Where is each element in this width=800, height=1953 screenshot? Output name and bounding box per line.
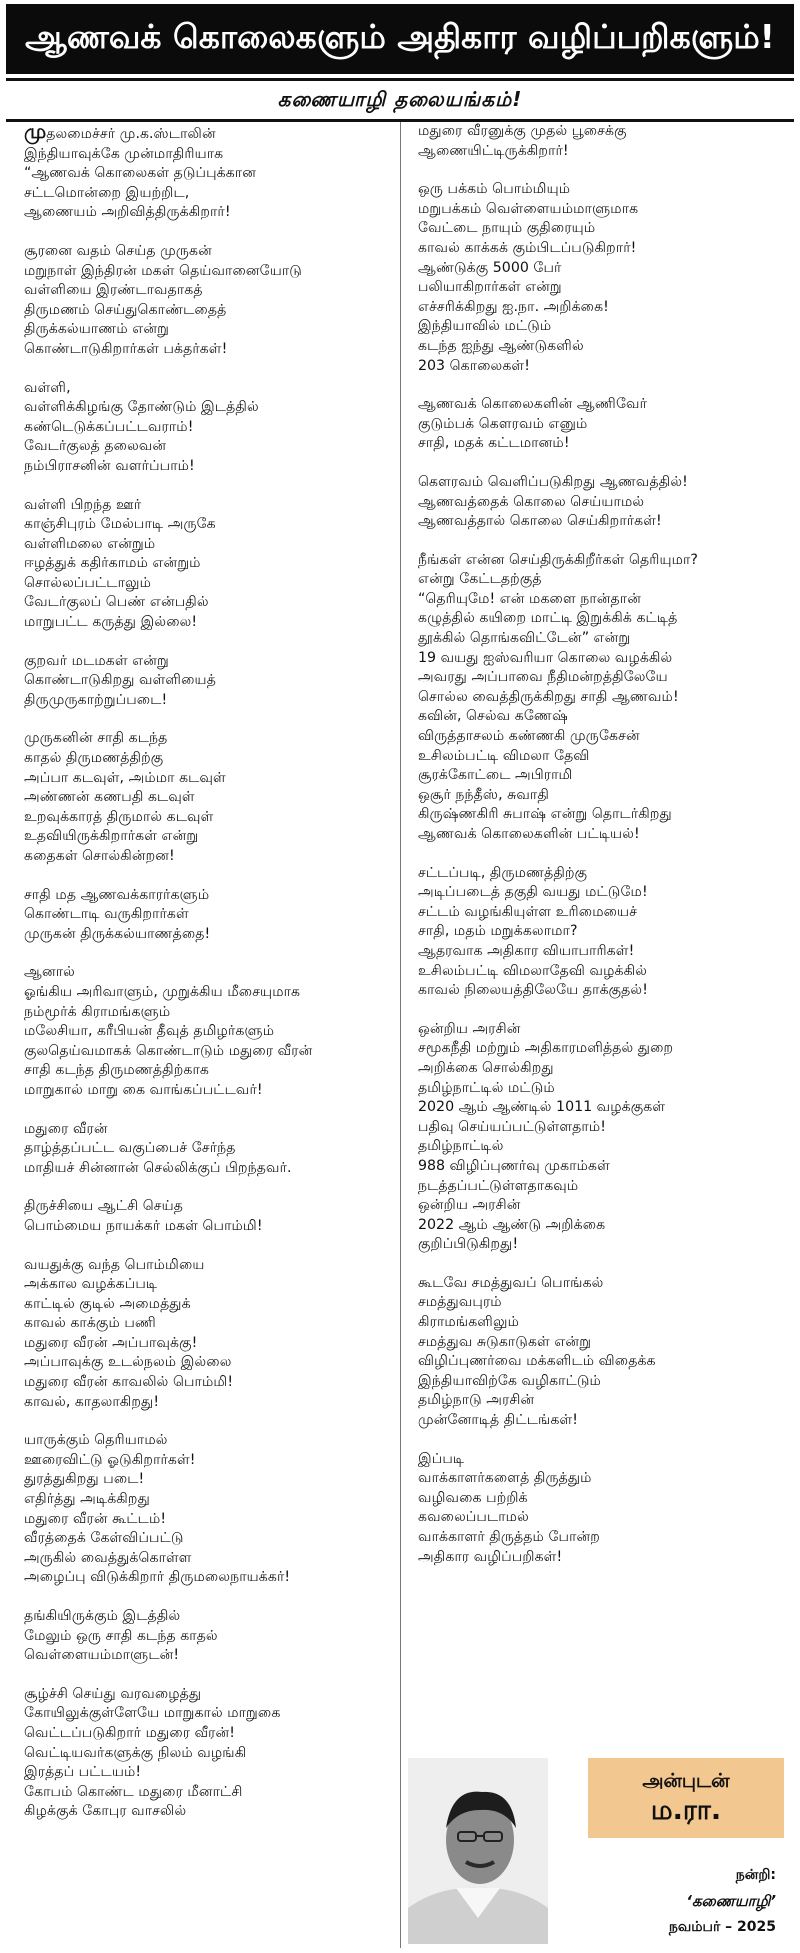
poem-line: அப்பாவுக்கு உடல்நலம் இல்லை [24, 1354, 232, 1371]
poem-line: வயதுக்கு வந்த பொம்மியை [24, 1256, 205, 1273]
poem-line: கண்டெடுக்கப்பட்டவராம்! [24, 418, 194, 435]
poem-line: உறவுக்காரத் திருமால் கடவுள் [24, 808, 214, 825]
poem-line: ஒரு பக்கம் பொம்மியும் [418, 181, 571, 198]
credit-source: ‘கணையாழி’ [686, 1892, 776, 1910]
poem-line: மேலும் ஒரு சாதி கடந்த காதல் [24, 1627, 218, 1644]
stanza [418, 395, 784, 454]
poem-line: “தெரியுமே! என் மகளை நான்தான் [418, 590, 641, 607]
stanza [24, 1685, 394, 1822]
poem-line: கவின், செல்வ கணேஷ் [418, 708, 568, 725]
poem-line: வேட்டை நாயும் குதிரையும் [418, 220, 596, 237]
poem-line: உதவியிருக்கிறார்கள் என்று [24, 828, 199, 845]
stanza [24, 1431, 394, 1588]
poem-line-text: தலமைச்சர் மு.க.ஸ்டாலின் [46, 126, 216, 142]
poem-line: சொல்ல வைத்திருக்கிறது சாதி ஆணவம்! [418, 688, 679, 705]
poem-line: திருமுருகாற்றுப்படை! [24, 691, 168, 708]
poem-line: நீங்கள் என்ன செய்திருக்கிறீர்கள் தெரியுமா? [418, 551, 698, 568]
poem-line: நம்பிராசனின் வளர்ப்பாம்! [24, 457, 195, 474]
poem-line: வள்ளிக்கிழங்கு தோண்டும் இடத்தில் [24, 399, 259, 416]
poem-line: ஆதரவாக அதிகார வியாபாரிகள்! [418, 942, 635, 959]
poem-line: விருத்தாசலம் கண்ணகி முருகேசன் [418, 728, 640, 745]
poem-line: ஆணவத்தைக் கொலை செய்யாமல் [418, 493, 645, 510]
poem-line: சூரனை வதம் செய்த முருகன் [24, 242, 212, 259]
poem-line: சாதி மத ஆணவக்காரர்களும் [24, 886, 210, 903]
poem-line: எச்சரிக்கிறது ஐ.நா. அறிக்கை! [418, 298, 609, 315]
poem-line: சூரக்கோட்டை அபிராமி [418, 767, 573, 784]
poem-line: மாறுபட்ட கருத்து இல்லை! [24, 614, 198, 631]
poem-line: குறிப்பிடுகிறது! [418, 1236, 519, 1253]
poem-line: காவல் காக்கக் கும்பிடப்படுகிறார்! [418, 239, 637, 256]
poem-line: கழுத்தில் கயிறை மாட்டி இறுக்கிக் கட்டித் [418, 610, 678, 627]
poem-line: தூக்கில் தொங்கவிட்டேன்” என்று [418, 630, 631, 647]
poem-line: ஈழத்துக் கதிர்காமம் என்றும் [24, 555, 201, 572]
poem-line: கிழக்குக் கோபுர வாசலில் [24, 1803, 187, 1820]
poem-line: கௌரவம் வெளிப்படுகிறது ஆணவத்தில்! [418, 473, 688, 490]
poem-line: கொண்டாடுகிறார்கள் பக்தர்கள்! [24, 340, 228, 357]
poem-line: கடந்த ஐந்து ஆண்டுகளில் [418, 337, 584, 354]
poem-line: அறிக்கை சொல்கிறது [418, 1059, 554, 1076]
poem-line: கோபம் கொண்ட மதுரை மீனாட்சி [24, 1783, 243, 1800]
poem-line: சாதி, மதக் கட்டமானம்! [418, 435, 570, 452]
stanza [24, 1607, 394, 1666]
stanza [24, 963, 394, 1100]
poem-line: அழைப்பு விடுக்கிறார் திருமலைநாயக்கர்! [24, 1569, 291, 1586]
poem-line: மாதியச் சின்னான் செல்லிக்குப் பிறந்தவர். [24, 1159, 292, 1176]
poem-line: என்று கேட்டதற்குத் [418, 571, 542, 588]
poem-line: நம்மூர்க் கிராமங்களும் [24, 1003, 171, 1020]
poem-line: ஆணவக் கொலைகளின் பட்டியல்! [418, 826, 640, 842]
poem-line: ஊரைவிட்டு ஓடுகிறார்கள்! [24, 1451, 196, 1468]
poem-line: கோயிலுக்குள்ளேயே மாறுகால் மாறுகை [24, 1705, 281, 1722]
right-column [418, 122, 784, 1586]
drop-cap: மு [24, 119, 47, 143]
poem-line: இந்தியாவுக்கே முன்மாதிரியாக [24, 145, 224, 162]
poem-line: திருமணம் செய்துகொண்டதைத் [24, 301, 227, 318]
stanza [24, 242, 394, 360]
poem-line: சட்டப்படி, திருமணத்திற்கு [418, 864, 588, 881]
poem-line: தங்கியிருக்கும் இடத்தில் [24, 1608, 181, 1624]
poem-line: தாழ்த்தப்பட்ட வகுப்பைச் சேர்ந்த [24, 1140, 236, 1157]
subhead-bar [6, 78, 794, 122]
poem-line: இரத்தப் பட்டயம்! [24, 1764, 142, 1781]
signature-name: ம.ரா. [650, 1795, 722, 1826]
poem-line: 203 கொலைகள்! [418, 357, 530, 374]
poem-line: உசிலம்பட்டி விமலாதேவி வழக்கில் [418, 962, 648, 979]
poem-line: வாக்காளர் திருத்தம் போன்ற [418, 1529, 600, 1545]
poem-line: ஒன்றிய அரசின் [418, 1020, 521, 1037]
stanza [418, 473, 784, 532]
poem-line: அவரது அப்பாவை நீதிமன்றத்திலேயே [418, 669, 668, 686]
poem-line: தமிழ்நாடு அரசின் [418, 1392, 535, 1409]
poem-line: வாக்காளர்களைத் திருத்தும் [418, 1470, 592, 1487]
poem-line: இப்படி [418, 1450, 465, 1467]
poem-line: 2020 ஆம் ஆண்டில் 1011 வழக்குகள் [418, 1099, 666, 1116]
poem-line: சமத்துவபுரம் [418, 1294, 502, 1311]
poem-line: காவல் காக்கும் பணி [24, 1315, 157, 1332]
poem-line: மறுநாள் இந்திரன் மகள் தெய்வானையோடு [24, 262, 302, 279]
poem-line: வள்ளியை இரண்டாவதாகத் [24, 282, 203, 299]
subhead: கணையாழி தலையங்கம்! [277, 86, 523, 111]
poem-line: தமிழ்நாட்டில் [418, 1138, 504, 1155]
poem-line: முருகன் திருக்கல்யாணத்தை! [24, 925, 211, 942]
poem-line: எதிர்த்து அடிக்கிறது [24, 1491, 150, 1508]
stanza [418, 551, 784, 845]
poem-line: இந்தியாவிற்கே வழிகாட்டும் [418, 1372, 601, 1389]
headline-text: ஆணவக் கொலைகளும் அதிகார வழிப்பறிகளும்! [25, 17, 775, 56]
signature-block [408, 1750, 794, 1948]
poem-line [24, 119, 394, 145]
poem-line: பொம்மைய நாயக்கர் மகள் பொம்மி! [24, 1217, 263, 1234]
poem-line: வள்ளி பிறந்த ஊர் [24, 496, 142, 513]
poem-line: திருக்கல்யாணம் என்று [24, 321, 169, 338]
poem-line: குறவர் மடமகள் என்று [24, 652, 169, 669]
poem-line: குடும்பக் கௌரவம் எனும் [418, 415, 588, 432]
headline [6, 4, 794, 74]
poem-line: வழிவகை பற்றிக் [418, 1489, 528, 1506]
poem-line: ஆணையிட்டிருக்கிறார்! [418, 142, 569, 159]
poem-line: 19 வயது ஐஸ்வரியா கொலை வழக்கில் [418, 649, 673, 666]
poem-line: யாருக்கும் தெரியாமல் [24, 1432, 168, 1449]
poem-line: காவல் நிலையத்திலேயே தாக்குதல்! [418, 982, 648, 999]
poem-line: கிராமங்களிலும் [418, 1314, 520, 1331]
poem-line: விழிப்புணர்வை மக்களிடம் விதைக்க [418, 1353, 656, 1370]
poem-line: ஒசூர் நந்தீஸ், சுவாதி [418, 786, 549, 803]
poem-line: திருச்சியை ஆட்சி செய்த [24, 1198, 183, 1215]
poem-line: ஒன்றிய அரசின் [418, 1197, 521, 1214]
poem-line: துரத்துகிறது படை! [24, 1471, 145, 1488]
poem-line: மதுரை வீரன் [24, 1120, 108, 1137]
poem-line: சமூகநீதி மற்றும் அதிகாரமளித்தல் துறை [418, 1040, 674, 1057]
author-photo [408, 1758, 548, 1944]
poem-line: வெள்ளையம்மாளுடன்! [24, 1647, 180, 1664]
poem-line: வெட்டப்படுகிறார் மதுரை வீரன்! [24, 1724, 235, 1741]
poem-line: கவலைப்படாமல் [418, 1509, 529, 1526]
poem-line: அதிகார வழிப்பறிகள்! [418, 1548, 563, 1565]
poem-line: சொல்லப்பட்டாலும் [24, 574, 152, 591]
stanza [24, 729, 394, 866]
poem-line: சாதி கடந்த திருமணத்திற்காக [24, 1062, 209, 1079]
poem-line: ஆண்டுக்கு 5000 பேர் [418, 259, 562, 276]
signature-greeting: அன்புடன் [642, 1770, 730, 1792]
poem-line: அப்பா கடவுள், அம்மா கடவுள் [24, 769, 226, 786]
poem-line: வேடர்குலத் தலைவன் [24, 438, 167, 455]
poem-line: வெட்டியவர்களுக்கு நிலம் வழங்கி [24, 1744, 247, 1761]
stanza [24, 379, 394, 477]
poem-line: பலியாகிறார்கள் என்று [418, 279, 562, 296]
stanza [418, 1274, 784, 1431]
stanza [24, 1120, 394, 1179]
poem-line: அருகில் வைத்துக்கொள்ள [24, 1549, 192, 1566]
poem-line: ஆணவக் கொலைகளின் ஆணிவேர் [418, 396, 648, 413]
poem-line: ஆணையம் அறிவித்திருக்கிறார்! [24, 204, 231, 221]
poem-line: மதுரை வீரன் கூட்டம்! [24, 1510, 167, 1527]
poem-line: உசிலம்பட்டி விமலா தேவி [418, 747, 590, 764]
column-divider [400, 122, 401, 1948]
poem-line: சட்டமொன்றை இயற்றிட, [24, 184, 190, 201]
poem-line: குலதெய்வமாகக் கொண்டாடும் மதுரை வீரன் [24, 1042, 313, 1059]
poem-line: கொண்டாடுகிறது வள்ளியைத் [24, 672, 216, 689]
credit-date: நவம்பர் – 2025 [668, 1919, 776, 1935]
poem-line: மலேசியா, கரீபியன் தீவுத் தமிழர்களும் [24, 1023, 275, 1040]
left-column [24, 119, 394, 1841]
poem-line: தமிழ்நாட்டில் மட்டும் [418, 1079, 555, 1096]
poem-line: கிருஷ்ணகிரி சுபாஷ் என்று தொடர்கிறது [418, 806, 672, 823]
poem-line: சூழ்ச்சி செய்து வரவழைத்து [24, 1685, 202, 1702]
poem-line: கூடவே சமத்துவப் பொங்கல் [418, 1274, 604, 1291]
stanza [24, 886, 394, 945]
poem-line: “ஆணவக் கொலைகள் தடுப்புக்கான [24, 165, 256, 182]
poem-line: சட்டம் வழங்கியுள்ள உரிமையைச் [418, 903, 638, 920]
stanza [24, 119, 394, 223]
poem-line: வள்ளிமலை என்றும் [24, 535, 156, 552]
poem-line: காஞ்சிபுரம் மேல்பாடி அருகே [24, 516, 216, 533]
poem-line: 2022 ஆம் ஆண்டு அறிக்கை [418, 1216, 606, 1233]
stanza [418, 1020, 784, 1255]
stanza [418, 864, 784, 1001]
poem-line: மதுரை வீரன் காவலில் பொம்மி! [24, 1374, 234, 1391]
stanza [24, 496, 394, 633]
poem-line: கதைகள் சொல்கின்றன! [24, 848, 175, 864]
poem-line: மாறுகால் மாறு கை வாங்கப்பட்டவர்! [24, 1081, 263, 1098]
poem-line: முருகனின் சாதி கடந்த [24, 730, 168, 747]
poem-line: 988 விழிப்புணர்வு முகாம்கள் [418, 1157, 610, 1174]
stanza [418, 1450, 784, 1568]
stanza [24, 652, 394, 711]
credit-thanks: நன்றி: [735, 1867, 776, 1883]
signature-box [588, 1758, 784, 1838]
poem-line: இந்தியாவில் மட்டும் [418, 318, 552, 335]
poem-line: சாதி, மதம் மறுக்கலாமா? [418, 923, 578, 940]
poem-line: ஆணவத்தால் கொலை செய்கிறார்கள்! [418, 513, 662, 530]
poem-line: பதிவு செய்யப்பட்டுள்ளதாம்! [418, 1118, 606, 1135]
stanza [418, 122, 784, 161]
poem-line: முன்னோடித் திட்டங்கள்! [418, 1412, 578, 1429]
poem-line: மறுபக்கம் வெள்ளையம்மாளுமாக [418, 200, 639, 217]
poem-line: காவல், காதலாகிறது! [24, 1393, 160, 1410]
poem-line: காதல் திருமணத்திற்கு [24, 750, 164, 767]
poem-line: நடத்தப்பட்டுள்ளதாகவும் [418, 1177, 579, 1194]
poem-line: மதுரை வீரனுக்கு முதல் பூசைக்கு [418, 123, 627, 139]
poem-line: காட்டில் குடில் அமைத்துக் [24, 1295, 191, 1312]
poem-line: சமத்துவ சுடுகாடுகள் என்று [418, 1333, 592, 1350]
poem-line: வேடர்குலப் பெண் என்பதில் [24, 594, 209, 611]
poem-line: கொண்டாடி வருகிறார்கள் [24, 906, 189, 923]
poem-line: மதுரை வீரன் அப்பாவுக்கு! [24, 1334, 198, 1351]
poem-line: அடிப்படைத் தகுதி வயது மட்டுமே! [418, 884, 648, 901]
poem-line: ஓங்கிய அரிவாளும், முறுக்கிய மீசையுமாக [24, 983, 301, 1000]
poem-line: வள்ளி, [24, 379, 71, 396]
stanza [24, 1256, 394, 1413]
poem-line: வீரத்தைக் கேள்விப்பட்டு [24, 1530, 184, 1547]
credit [669, 1862, 776, 1940]
poem-line: அக்கால வழக்கப்படி [24, 1276, 158, 1293]
poem-line: அண்ணன் கணபதி கடவுள் [24, 789, 195, 806]
stanza [24, 1197, 394, 1236]
poem-line: ஆனால் [24, 964, 75, 981]
stanza [418, 180, 784, 376]
author-portrait-icon [408, 1758, 548, 1944]
